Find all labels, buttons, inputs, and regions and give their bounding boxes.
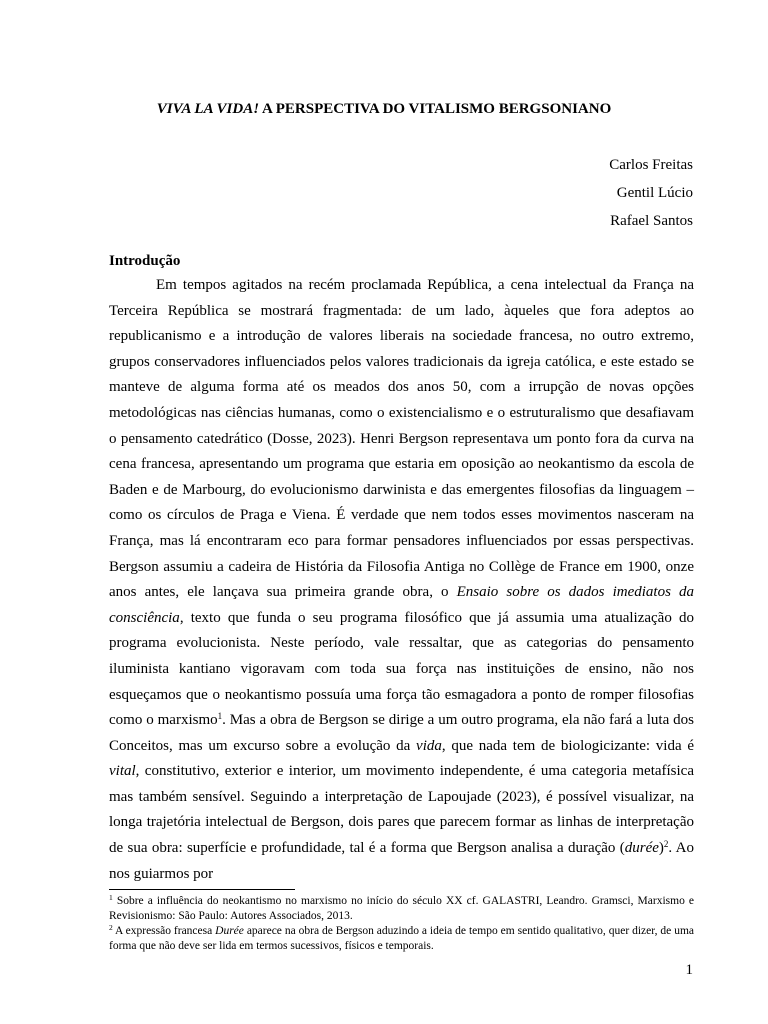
section-heading: Introdução [109, 253, 181, 269]
footnote-text: aparece na obra de Bergson aduzindo a ideia de tempo em sentido qualitativo, quer dizer, de uma forma que não deve ser lida em termos sucessivos, físicos e temporais. [109, 925, 694, 952]
paragraph [109, 273, 694, 887]
italic-term: vital [109, 763, 136, 780]
footnote-marker: 1 [109, 893, 113, 902]
book-title-italic: Ensaio sobre os dados imediatos da consciência [109, 584, 694, 626]
author-name: Carlos Freitas [609, 157, 693, 173]
text-run: , que nada tem de biologicizante: vida é [441, 737, 695, 754]
footnote-marker: 2 [109, 923, 113, 932]
footnote-ref: 1 [217, 711, 223, 722]
footnotes [109, 894, 694, 954]
text-run: Em tempos agitados na recém proclamada República, a cena intelectual da França na Terceira República se mostrará fragmentada: de um lado, àqueles que fora adeptos ao republicanismo e a introdução de valores liberais na sociedade francesa, no outro extremo, grupos conservadores influenciados pelos valores tradicionais da igreja católica, e este estado se manteve de alguma forma até os meados dos anos 50, com a irrupção de novas opções metodológicas nas ciências humanas, como o existencialismo e o estruturalismo que desafiavam o pensamento catedrático (Dosse, 2023). Henri Bergson representava um ponto fora da curva na cena francesa, apresentando um programa que estaria em oposição ao neokantismo da escola de Baden e de Marbourg, do evolucionismo darwinista e das emergentes filosofias da linguagem – como os círculos de Praga e Viena. É verdade que nem todos esses movimentos nasceram na França, mas lá encontraram eco para formar pensadores influenciados por essas perspectivas. Bergson assumiu a cadeira de História da Filosofia Antiga no Collège de France em 1900, onze anos antes, ele lançava sua primeira grande obra, o [109, 277, 694, 601]
footnote-text: Sobre a influência do neokantismo no marxismo no início do século XX cf. GALASTRI, Leandro. Gramsci, Marxismo e Revisionismo: São Paulo: Autores Associados, 2013. [109, 895, 694, 922]
footnote-italic-term: Durée [215, 925, 244, 937]
footnote-text: A expressão francesa [112, 925, 216, 937]
footnote [109, 894, 694, 923]
text-run: ) [658, 840, 664, 857]
body-text [109, 273, 694, 887]
italic-term: vida [416, 737, 442, 754]
page-number: 1 [685, 962, 693, 978]
text-run: , texto que funda o seu programa filosófico que já assumia uma atualização do programa evolucionista. Neste período, vale ressaltar, que as categorias do pensamento iluminista kantiano vigoravam com toda sua força nas instituições de ensino, não nos esqueçamos que o neokantismo possuía uma força tão esmagadora a ponto de romper filosofias como o marxismo [109, 609, 694, 729]
text-run: . Mas a obra de Bergson se dirige a um outro programa, ela não fará a luta dos Conceitos, mas um excurso sobre a evolução da [109, 712, 694, 754]
italic-term: durée [624, 840, 659, 857]
title-italic-part: VIVA LA VIDA! [156, 101, 260, 117]
author-list [609, 151, 693, 235]
text-run: , constitutivo, exterior e interior, um movimento independente, é uma categoria metafísica mas também sensível. Seguindo a interpretação de Lapoujade (2023), é possível visualizar, na longa trajetória intelectual de Bergson, dois pares que parecem formar as linhas de interpretação de sua obra: superfície e profundidade, tal é a forma que Bergson analisa a duração ( [109, 763, 694, 857]
footnote-ref: 2 [663, 839, 669, 850]
author-name: Rafael Santos [610, 213, 693, 229]
author-name: Gentil Lúcio [616, 185, 693, 201]
text-run: . Ao nos guiarmos por [109, 840, 694, 882]
footnote [109, 924, 694, 953]
paper-title [0, 101, 768, 118]
footnote-divider [109, 889, 295, 890]
title-main-part: A PERSPECTIVA DO VITALISMO BERGSONIANO [261, 101, 612, 117]
